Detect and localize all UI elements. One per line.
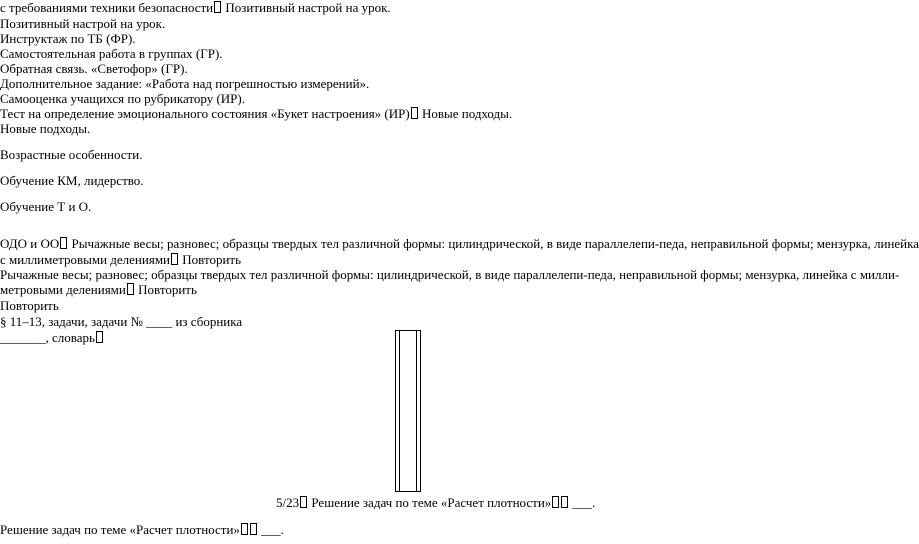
text-line-17: Повторить xyxy=(0,298,59,313)
text-line-20 xyxy=(276,495,595,511)
empty-frame xyxy=(395,330,421,492)
text-line-12: Обучение Т и О. xyxy=(0,199,92,214)
text-line-10: Возрастные особенности. xyxy=(0,147,143,162)
missing-glyph-icon xyxy=(60,237,67,249)
text-line-19 xyxy=(0,330,104,346)
text-line-15: Рычажные весы; разновес; образцы твердых тел различной формы: цилиндрической, в виде параллелепи-педа, неправильной формы; мензурка, линейка с милли- xyxy=(0,267,900,282)
missing-glyph-icon xyxy=(214,1,221,13)
line-8-text-b: Новые подходы. xyxy=(418,106,513,121)
text-line-14 xyxy=(0,252,241,268)
text-line-11: Обучение КМ, лидерство. xyxy=(0,173,144,188)
line-13-text-b: Рычажные весы; разновес; образцы твердых тел различной формы: цилиндрической, в виде параллелепи-педа, неправильной формы; мензурка, линейка xyxy=(68,236,919,251)
missing-glyph-icon xyxy=(561,496,568,508)
line-14-text: с миллиметровыми делениями xyxy=(0,252,170,267)
text-line-3: Инструктаж по ТБ (ФР). xyxy=(0,31,136,46)
missing-glyph-icon xyxy=(241,523,248,535)
line-19-text: _______, словарь xyxy=(0,330,95,345)
text-line-4: Самостоятельная работа в группах (ГР). xyxy=(0,46,223,61)
text-line-7: Самооценка учащихся по рубрикатору (ИР). xyxy=(0,91,245,106)
text-line-9: Новые подходы. xyxy=(0,121,91,136)
line-20-text-b: Решение задач по теме «Расчет плотности» xyxy=(308,495,552,510)
missing-glyph-icon xyxy=(127,283,134,295)
line-16-text-b: Повторить xyxy=(134,282,197,297)
text-line-1 xyxy=(0,0,391,16)
line-16-text: метровыми делениями xyxy=(0,282,126,297)
missing-glyph-icon xyxy=(96,331,103,343)
line-21-text-c: ___. xyxy=(257,522,284,537)
text-line-13 xyxy=(0,236,919,252)
line-14-text-b: Повторить xyxy=(179,252,242,267)
line-20-text: 5/23 xyxy=(276,495,300,510)
line-20-text-c: ___. xyxy=(569,495,596,510)
line-1-text-b: Позитивный настрой на урок. xyxy=(222,0,391,15)
line-8-text: Тест на определение эмоционального состояния «Букет настроения» (ИР) xyxy=(0,106,410,121)
text-line-18: § 11–13, задачи, задачи № ____ из сборника xyxy=(0,314,243,329)
missing-glyph-icon xyxy=(411,107,418,119)
line-21-text: Решение задач по теме «Расчет плотности» xyxy=(0,522,240,537)
line-1-text: с требованиями техники безопасности xyxy=(0,0,214,15)
missing-glyph-icon xyxy=(300,496,307,508)
missing-glyph-icon xyxy=(552,496,559,508)
missing-glyph-icon xyxy=(171,253,178,265)
text-line-5: Обратная связь. «Светофор» (ГР). xyxy=(0,61,188,76)
text-line-2: Позитивный настрой на урок. xyxy=(0,16,166,31)
line-13-text: ОДО и ОО xyxy=(0,236,60,251)
text-line-16 xyxy=(0,282,197,298)
empty-frame-inner xyxy=(399,331,417,491)
text-line-6: Дополнительное задание: «Работа над погрешностью измерений». xyxy=(0,76,370,91)
text-line-8 xyxy=(0,106,512,122)
text-line-21 xyxy=(0,522,284,538)
missing-glyph-icon xyxy=(250,523,257,535)
